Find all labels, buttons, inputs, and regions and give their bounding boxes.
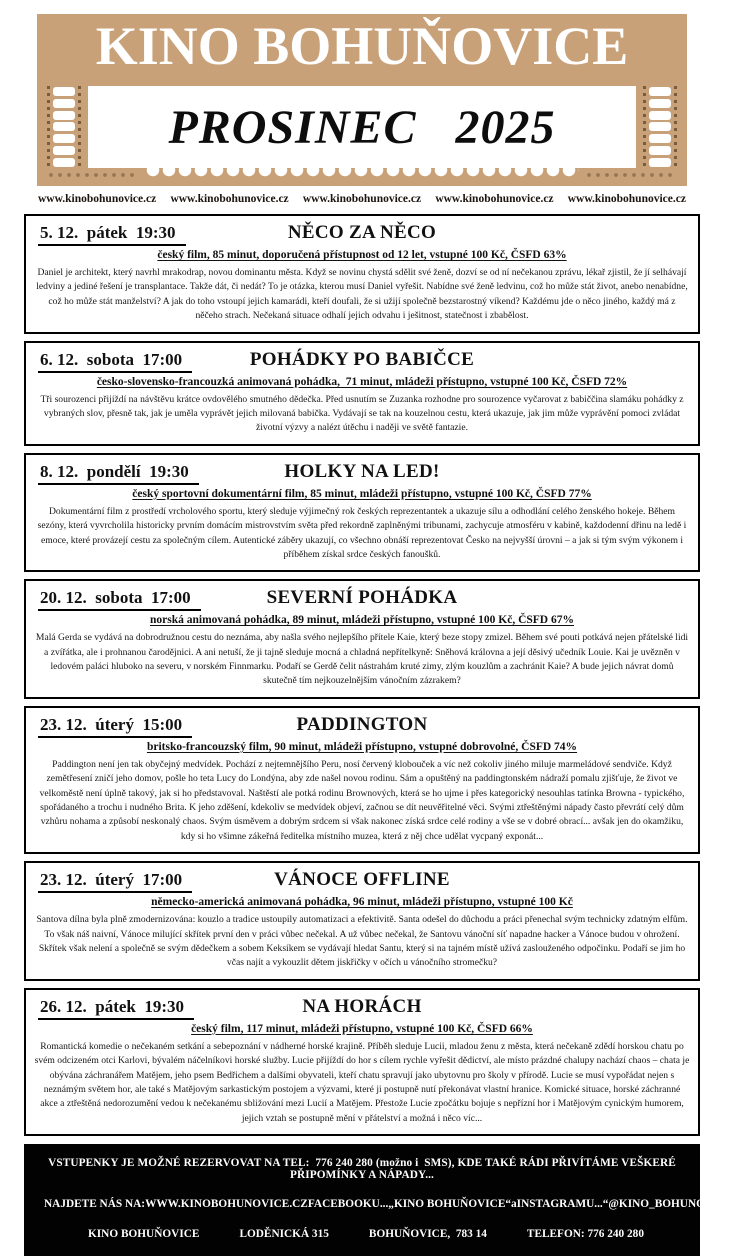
film-date: 5. 12. pátek 19:30 [38,223,186,246]
reservation-line: VSTUPENKY JE MOŽNÉ REZERVOVAT NA TEL: 776 240 280 (možno i SMS), KDE TAKÉ RÁDI PŘIVÍTÁME VEŠKERÉ PŘIPOMÍNKY A NÁPADY... [48,1157,679,1182]
address-line [32,1228,692,1240]
website-link: www.kinobohunovice.cz [567,193,686,205]
footer-cinema-name: KINO BOHUŇOVICE [88,1228,200,1241]
website-link: www.kinobohunovice.cz [170,193,289,205]
footer-phone: TELEFON: 776 240 280 [526,1228,644,1241]
film-section [24,341,700,446]
film-description: Malá Gerda se vydává na dobrodružnou cestu do neznáma, aby našla svého nejlepšího přítele Kaie, který beze stopy zmizel. Během své pouti potkává nejen přátelské lidi a zvířátka, ale i prohnanou čarodějnici. A ani netuší, že ji tajně sleduje mocná a chladná nepřítelkyně: Sněhová královna a její děsivý učedník Louie. Kai je uvězněn v ledovém paláci hluboko na severu, v norském Finnmarku. Podaří se Gerdě čelit nástrahám kruté zimy, zlým kouzlům a zachránit Kaie? A bude jejich návrat domů skutečně tím nejkouzelnějším vánočním zázrakem? [35,632,689,687]
film-title: NA HORÁCH [302,995,422,1017]
footer-street: LODĚNICKÁ 315 [239,1228,329,1241]
film-section [24,988,700,1136]
website-link: www.kinobohunovice.cz [302,193,422,205]
film-info: německo-americká animovaná pohádka, 96 minut, mládeži přístupno, vstupné 100 Kč [151,896,573,909]
footer-instagram: INSTAGRAMU...“@KINO_BOHUNOVICE“ [516,1198,739,1211]
find-us-label: NAJDETE NÁS NA: [44,1198,146,1211]
month-year-box [88,86,636,168]
film-description: Dokumentární film z prostředí vrcholového sportu, který sleduje výjimečný rok českých reprezentantek a ukazuje sílu a odhodlání celého ženského hokeje. Během sezóny, která vyvrcholila historicky prvním domácím mistrovstvím světa před rekordně zaplněnými tribunami, zachycuje atmosféru v kabině, každodenní dřinu na ledě i emoce, které provázejí cestu za společným cílem. Autentické záběry ukazují, co všechno obnáší reprezentovat Česko na nejvyšší úrovni – a jak si tým svým výkonem i příběhem získal srdce českých fanoušků. [37,505,687,560]
film-title: POHÁDKY PO BABIČCE [249,348,475,370]
ornament-left [47,171,139,179]
film-title: VÁNOCE OFFLINE [274,869,450,891]
film-date: 8. 12. pondělí 19:30 [38,462,199,485]
website-links-row [38,193,686,205]
month-year-title: PROSINEC 2025 [168,100,556,154]
film-date: 23. 12. úterý 15:00 [38,715,192,738]
film-section [24,453,700,573]
film-date: 23. 12. úterý 17:00 [38,870,192,893]
film-section [24,861,700,981]
film-title: SEVERNÍ POHÁDKA [266,587,458,609]
header-middle-row [45,86,679,168]
footer [24,1144,739,1256]
film-section [24,706,700,854]
film-section [24,579,700,699]
film-info: britsko-francouzský film, 90 minut, mládeži přístupno, vstupné dobrovolné, ČSFD 74% [146,740,578,753]
film-description: Romantická komedie o nečekaném setkání a sebepoznání v nádherné horské krajině. Příběh sleduje Lucii, mladou ženu z města, která nečekaně zdědí horskou chatu po svém odcizeném otci Karlovi, bývalém náčelníkovi horské služby. Lucie přijíždí do hor s cílem rychle vyřešit dědictví, ale místo prázdné chalupy nachází chaos – chata je obývána záchranářem Matějem, jeho psem Bedřichem a dalšími obyvateli, kteří chatu spravují jako ubytovnu pro školy v přírodě. Lucie se musí vypořádat nejen s neznámým světem hor, ale také s Matějovým sarkastickým postojem a výzvami, které ji postupně nutí překonávat vlastní hranice. Komické situace, horské záchranné akce a ztřeštěná nedorozumění vedou k nečekanému sbližování mezi Lucií a Matějem. Přestože Lucie zpočátku bojuje s nepřízní hor i Matějovým cynickým humorem, jejich vztah se postupně mění v přátelství a možná i něco víc... [34,1040,690,1124]
film-info: český film, 85 minut, doporučená přístupnost od 12 let, vstupné 100 Kč, ČSFD 63% [157,249,567,261]
find-us-line [32,1198,739,1211]
film-description: Tři sourozenci přijíždí na návštěvu krátce ovdovělého smutného dědečka. Před usnutím se Zuzanka rozhodne pro sourozence vyčarovat z babiččina slamáku pohádky z vybraných slov, přesně tak, jak je uměla vyprávět jejich milovaná babička. Vydávají se tak na kouzelnou cestu, která ukazuje, jak jim může vyprávění pomoci zvládat životní výzvy a nalézt útěchu i naději ve světě fantazie. [40,393,684,434]
film-date: 20. 12. sobota 17:00 [38,588,201,611]
film-info: český film, 117 minut, mládeži přístupno, vstupné 100 Kč, ČSFD 66% [191,1022,533,1035]
footer-city: BOHUŇOVICE, 783 14 [368,1228,487,1241]
film-title: PADDINGTON [296,713,428,735]
film-section [24,214,700,334]
film-strip-left-icon [45,86,83,168]
film-description: Santova dílna byla plně zmodernizována: kouzlo a tradice ustoupily automatizaci a efektivitě. Santa odešel do důchodu a práci přenechal svým technicky zdatným elfům. To však náš naivní, Vánoce milující skřítek první den v práci vůbec nečekal. A už vůbec nečekal, že Santovu vánoční síť napadne hacker a Vánoce budou v ohrožení. Skřítek však nelení a společně se svým dědečkem a sobem Keksíkem se vydávají hledat Santu, který si na tajném místě užívá zaslouženého odpočinku. Podaří se jim ho včas najít a vykouzlit dětem jiskřičky v očích u vánočního stromečku? [36,914,688,969]
website-link: www.kinobohunovice.cz [38,193,157,205]
footer-facebook: FACEBOOKU...„KINO BOHUŇOVICE“ [307,1198,512,1211]
film-strip-right-icon [641,86,679,168]
website-link: www.kinobohunovice.cz [435,193,554,205]
film-description: Paddington není jen tak obyčejný medvídek. Pochází z nejtemnějšího Peru, nosí červený klobouček a víc než cokoliv jiného miluje marmeládové sendviče. Když zemětřesení zničí jeho domov, pošle ho teta Lucy do Londýna, aby zde našel novou rodinu. Sám a opuštěný na paddingtonském nádraží pomalu zjišťuje, že život ve velkoměstě není úplně takový, jak si ho představoval. Naštěstí ale potká rodinu Brownových, která se ho ujme i přes kategorický nesouhlas tatínka Browna - typického, spořádaného a trochu i nudného Brita. K jeho zděšení, kdekoliv se medvídek objeví, začnou se dít neuvěřitelné věci. Svými ztřeštěnými nápady často převrátí celý dům vzhůru nohama a způsobí neskonalý chaos. Svým úsměvem a dobrým srdcem si však nakonec získá srdce celé rodiny a vše se v dobré obrací... avšak jen do okamžiku, kdy si ho všimne zákeřná ředitelka místního muzea, která z něj chce udělat vycpaný exponát... [39,758,685,842]
film-info: česko-slovensko-francouzká animovaná pohádka, 71 minut, mládeži přístupno, vstupné 100 Kč, ČSFD 72% [96,375,628,388]
film-info: norská animovaná pohádka, 89 minut, mládeži přístupno, vstupné 100 Kč, ČSFD 67% [150,614,574,627]
film-description: Daniel je architekt, který navrhl mrakodrap, novou dominantu města. Když se novinu chystá sdělit své ženě, dozví se od ní nečekanou zprávu, lékař zjistil, že jí selhávají ledviny a jediné řešení je transplantace. Takže dát, či nedát? To je otázka, kterou musí Daniel vyřešit. Nabídne své ženě ledvinu, což ho může stát život, anebo nenabídne, což ho může stát manželství? A jak do toho vstoupí jejich kamarádi, kteří doufali, že si užijí společně bezstarostný víkend? Každému jde o něco jiného, každý má z něčeho strach. Nečekaná situace odhalí jejich odvahu i ješitnost, statečnost i zbabělost. [36,267,688,322]
cinema-name: KINO BOHUŇOVICE [95,16,629,76]
film-title: NĚCO ZA NĚCO [287,222,437,243]
film-date: 6. 12. sobota 17:00 [38,350,192,373]
stamp-edge-decoration [145,168,579,179]
footer-conjunction: a [511,1198,517,1211]
footer-website: WWW.KINOBOHUNOVICE.CZ [145,1198,308,1211]
film-info: český sportovní dokumentární film, 85 minut, mládeži přístupno, vstupné 100 Kč, ČSFD 77% [132,487,592,500]
film-title: HOLKY NA LED! [284,460,440,482]
ornament-right [585,171,677,179]
header-banner [37,14,687,186]
film-date: 26. 12. pátek 19:30 [38,997,194,1020]
